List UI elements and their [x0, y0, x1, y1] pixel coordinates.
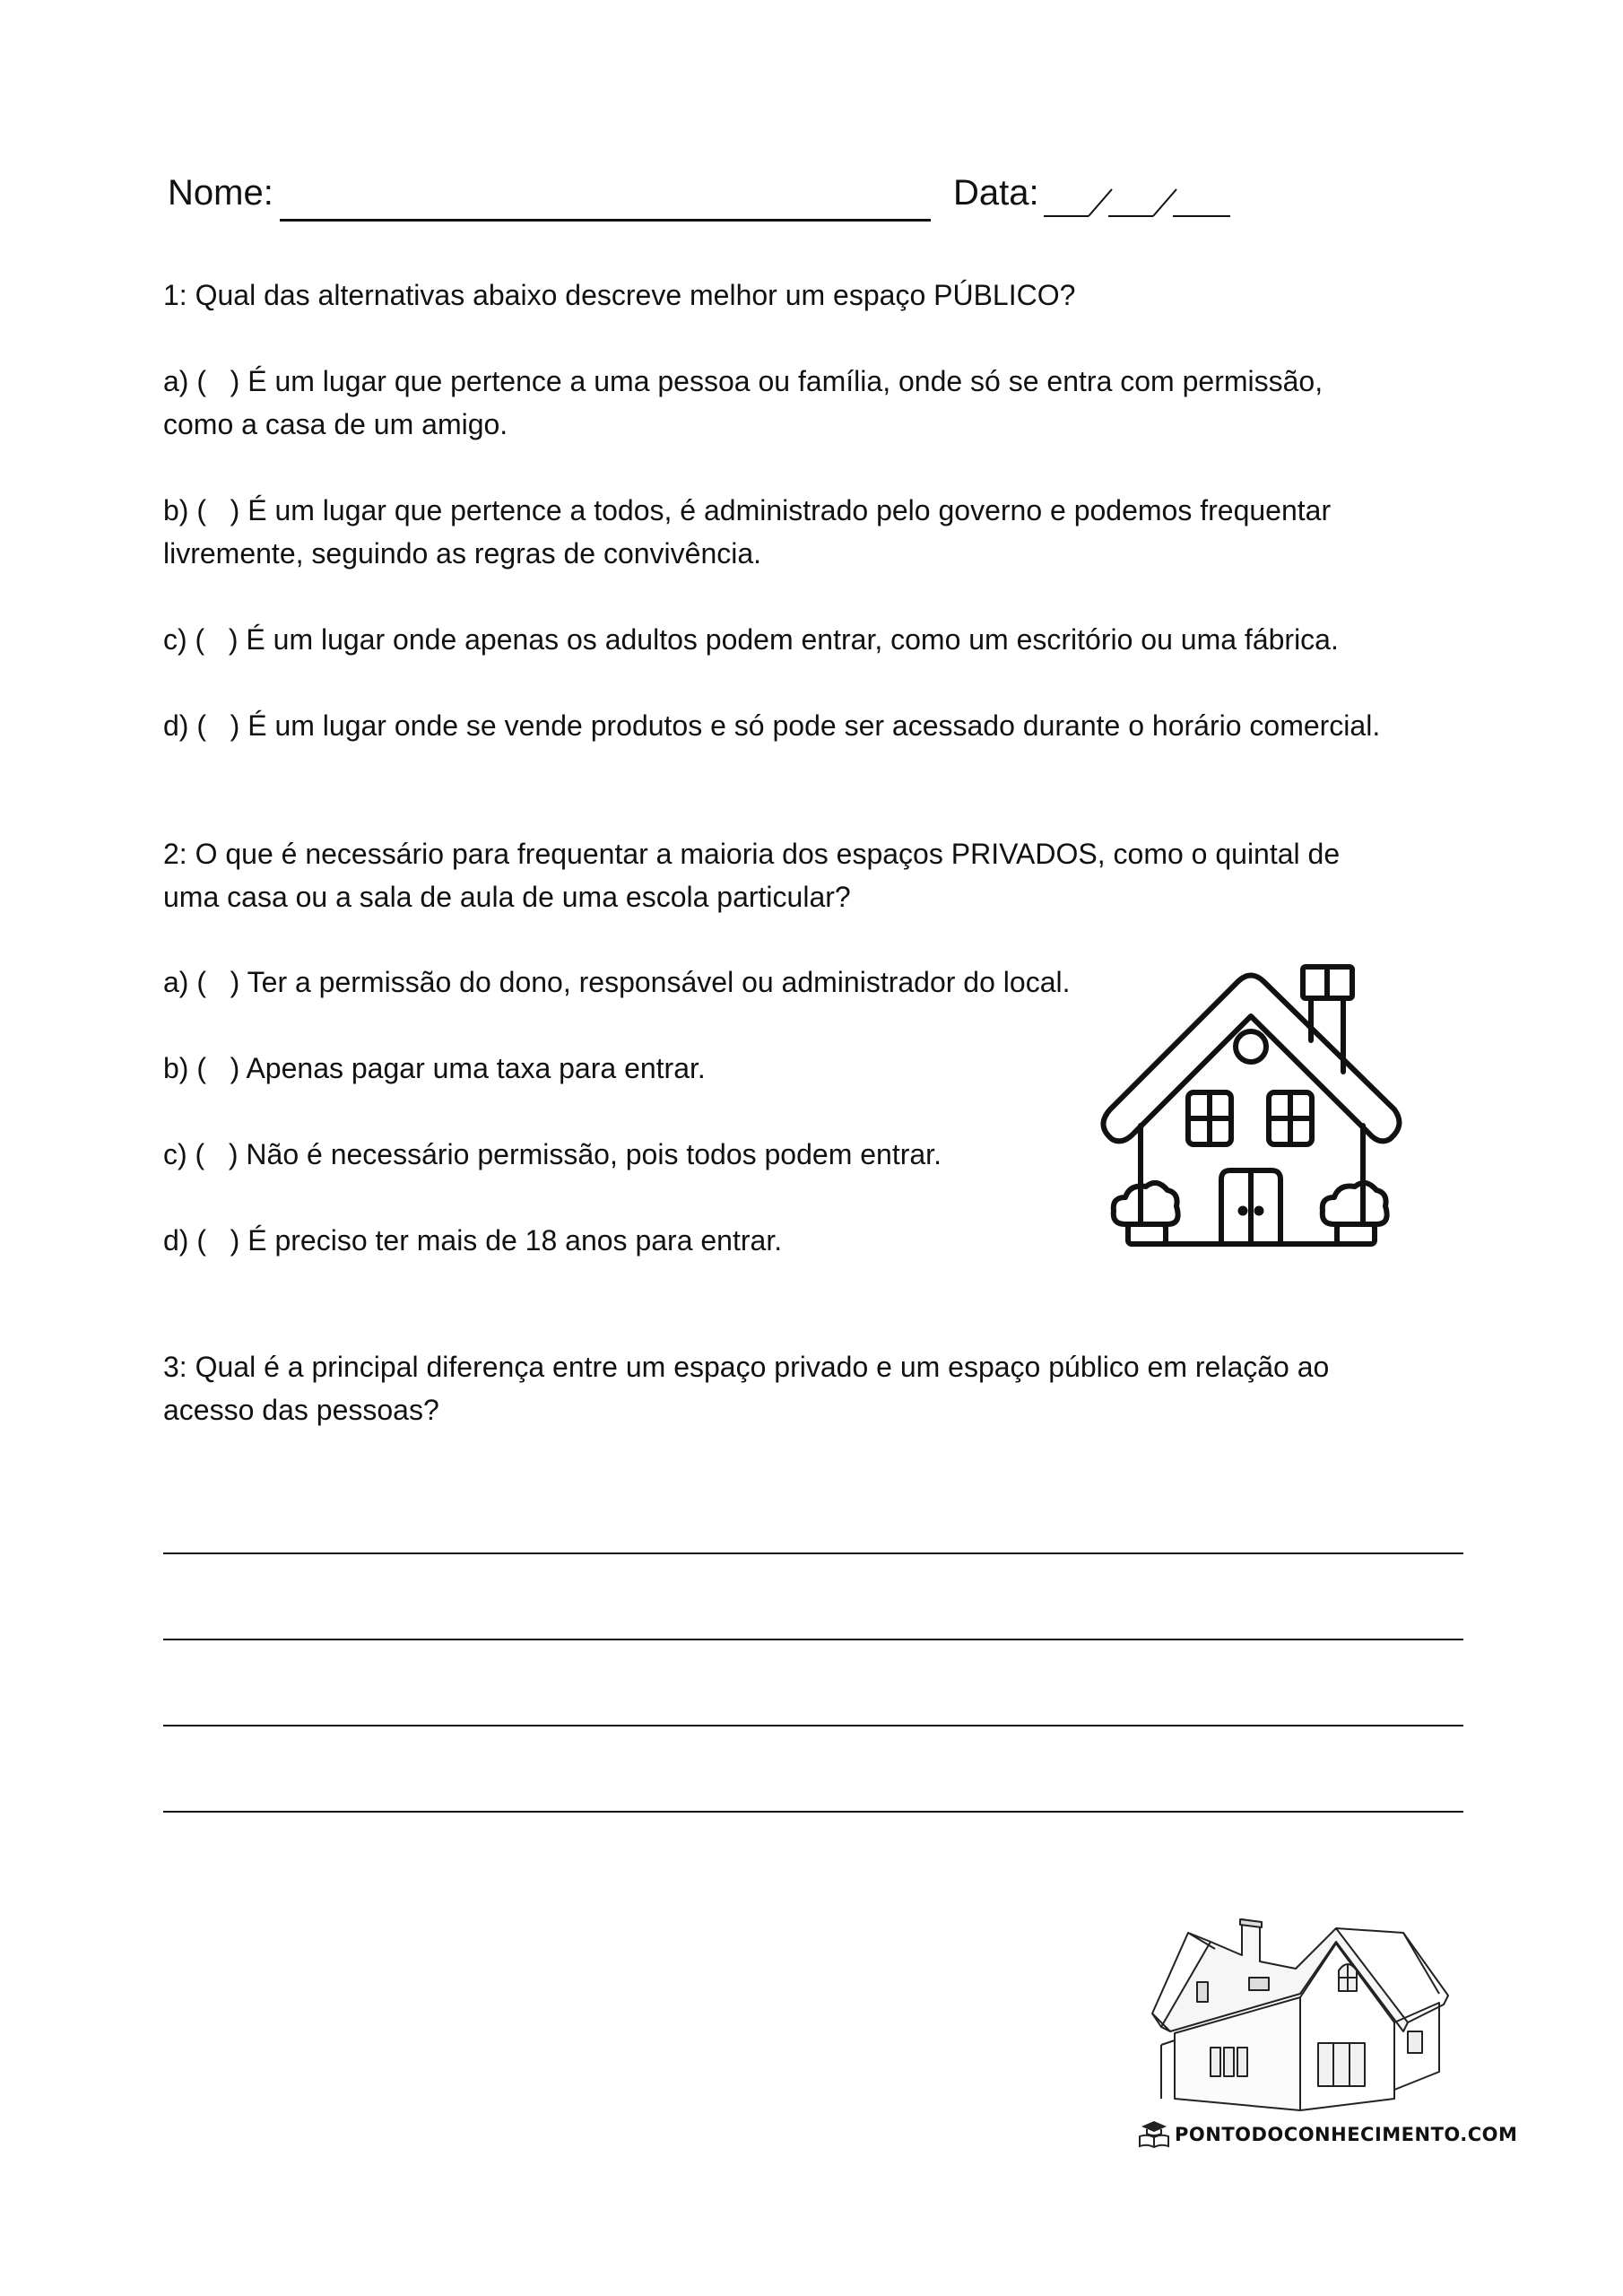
q1-option-b-line2: livremente, seguindo as regras de convivência.	[163, 537, 762, 570]
answer-line-3[interactable]	[163, 1725, 1463, 1726]
q1-option-c[interactable]: c) ( ) É um lugar onde apenas os adultos podem entrar, como um escritório ou uma fábrica.	[163, 623, 1339, 656]
q2-option-b[interactable]: b) ( ) Apenas pagar uma taxa para entrar.	[163, 1052, 706, 1084]
question-3-line2: acesso das pessoas?	[163, 1394, 439, 1426]
q2-option-d[interactable]: d) ( ) É preciso ter mais de 18 anos para entrar.	[163, 1224, 783, 1257]
brand-name: PONTODOCONHECIMENTO.COM	[1175, 2124, 1518, 2145]
date-label: Data:	[953, 173, 1039, 213]
answer-line-1[interactable]	[163, 1552, 1463, 1554]
graduation-cap-book-logo-icon	[1137, 2118, 1171, 2149]
name-label: Nome:	[168, 173, 273, 213]
answer-line-4[interactable]	[163, 1811, 1463, 1813]
question-2-line2: uma casa ou a sala de aula de uma escola particular?	[163, 881, 851, 913]
q1-option-d[interactable]: d) ( ) É um lugar onde se vende produtos e só pode ser acessado durante o horário comercial.	[163, 709, 1381, 742]
house-sketch-illustration	[1134, 1888, 1457, 2117]
q2-option-a[interactable]: a) ( ) Ter a permissão do dono, responsável ou administrador do local.	[163, 966, 1071, 998]
question-2-line1: 2: O que é necessário para frequentar a maioria dos espaços PRIVADOS, como o quintal de	[163, 838, 1341, 870]
name-field-line[interactable]	[280, 219, 931, 222]
house-outline-icon	[1085, 955, 1417, 1260]
q1-option-b-line1[interactable]: b) ( ) É um lugar que pertence a todos, é administrado pelo governo e podemos frequentar	[163, 494, 1332, 526]
question-1: 1: Qual das alternativas abaixo descreve melhor um espaço PÚBLICO?	[163, 279, 1076, 311]
q2-option-c[interactable]: c) ( ) Não é necessário permissão, pois todos podem entrar.	[163, 1138, 942, 1170]
q1-option-a-line1[interactable]: a) ( ) É um lugar que pertence a uma pessoa ou família, onde só se entra com permissão,	[163, 365, 1324, 397]
date-separators	[1081, 184, 1243, 220]
answer-line-2[interactable]	[163, 1639, 1463, 1640]
question-3-line1: 3: Qual é a principal diferença entre um espaço privado e um espaço público em relação ao	[163, 1351, 1330, 1383]
q1-option-a-line2: como a casa de um amigo.	[163, 408, 508, 440]
